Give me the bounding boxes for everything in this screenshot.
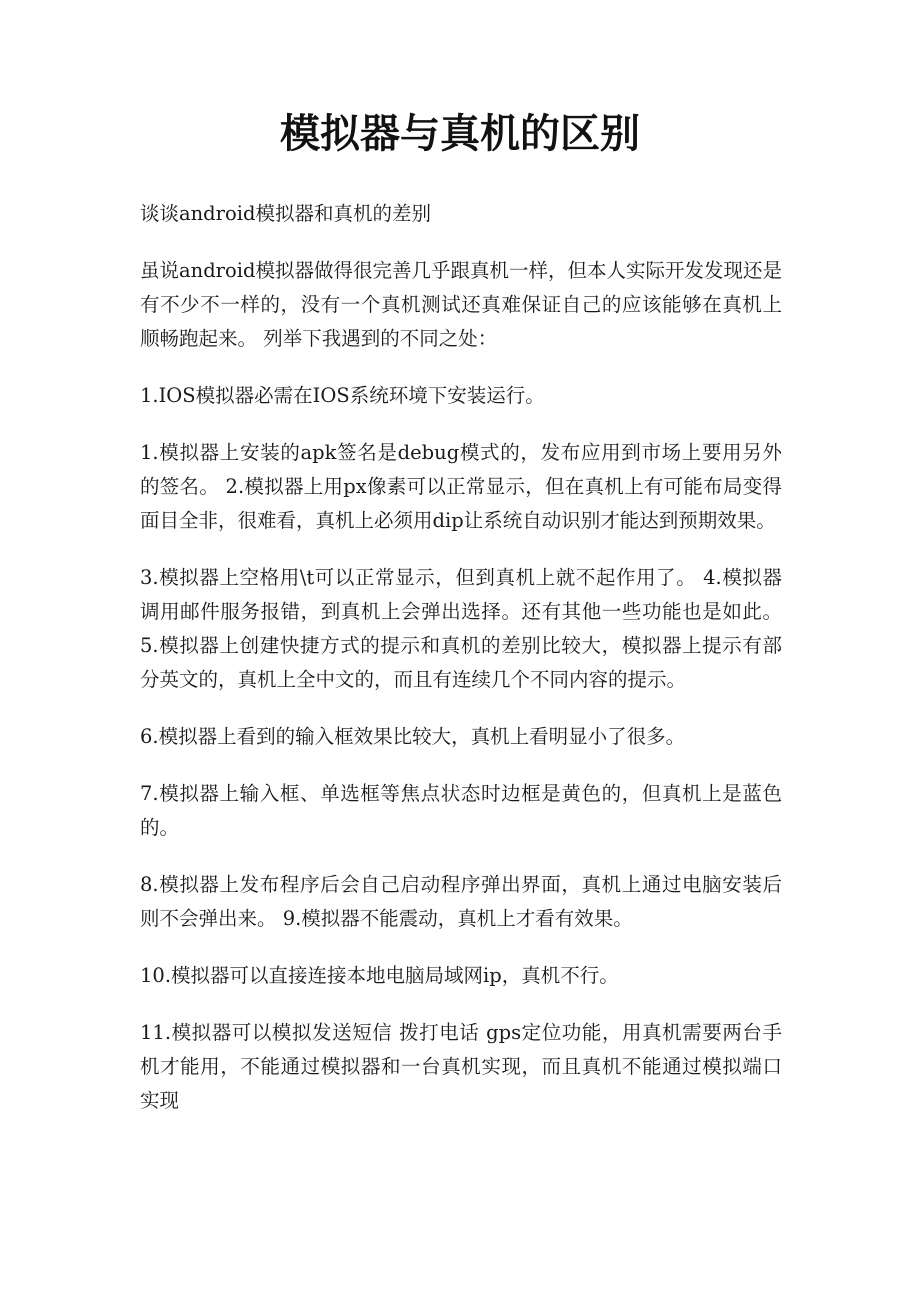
paragraph-subtitle: 谈谈android模拟器和真机的差别 [140, 202, 431, 225]
paragraph-item: 11.模拟器可以模拟发送短信 拨打电话 gps定位功能，用真机需要两台手机才能用，不能通过模拟器和一台真机实现，而且真机不能通过模拟端口实现 [140, 1021, 782, 1112]
paragraph-item: 6.模拟器上看到的输入框效果比较大，真机上看明显小了很多。 [140, 725, 686, 748]
paragraph-item: 8.模拟器上发布程序后会自己启动程序弹出界面，真机上通过电脑安装后则不会弹出来。 9.模拟器不能震动，真机上才看有效果。 [140, 873, 782, 930]
paragraph-item: 7.模拟器上输入框、单选框等焦点状态时边框是黄色的，但真机上是蓝色的。 [140, 782, 782, 839]
paragraph-item: 1.IOS模拟器必需在IOS系统环境下安装运行。 [140, 384, 545, 407]
paragraph-intro: 虽说android模拟器做得很完善几乎跟真机一样，但本人实际开发发现还是有不少不一样的，没有一个真机测试还真难保证自己的应该能够在真机上顺畅跑起来。 列举下我遇到的不同之处： [140, 259, 782, 350]
paragraph-item: 10.模拟器可以直接连接本地电脑局域网ip，真机不行。 [140, 964, 619, 987]
document-title: 模拟器与真机的区别 [280, 110, 640, 157]
document-body [140, 197, 782, 1141]
paragraph-item: 1.模拟器上安装的apk签名是debug模式的，发布应用到市场上要用另外的签名。 2.模拟器上用px像素可以正常显示，但在真机上有可能布局变得面目全非，很难看，真机上必须用dip让系统自动识别才能达到预期效果。 [140, 441, 782, 532]
paragraph-item: 3.模拟器上空格用\t可以正常显示，但到真机上就不起作用了。 4.模拟器调用邮件服务报错，到真机上会弹出选择。还有其他一些功能也是如此。 5.模拟器上创建快捷方式的提示和真机的差别比较大，模拟器上提示有部分英文的，真机上全中文的，而且有连续几个不同内容的提示。 [140, 566, 782, 691]
